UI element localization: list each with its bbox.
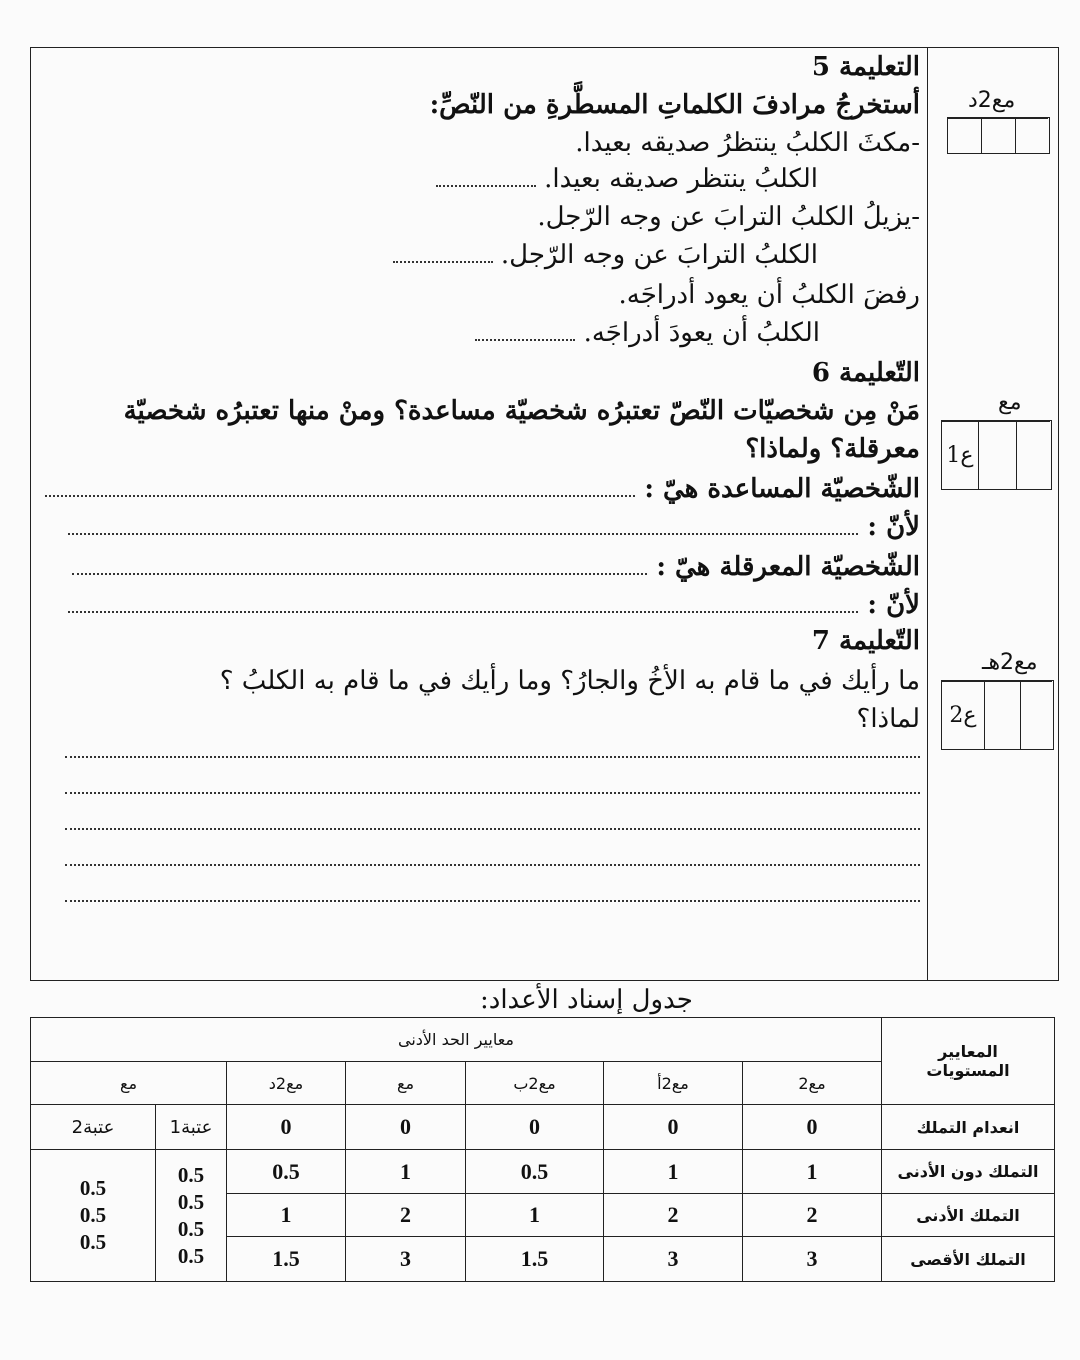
q7-answer-line[interactable] (65, 792, 920, 794)
grade-cell: 0 (466, 1105, 604, 1150)
q5-answer-3-text: الكلبُ أن يعودَ أدراجَه. (583, 318, 820, 348)
score-cell[interactable] (1020, 681, 1053, 749)
grade-cell: 2 (743, 1194, 882, 1237)
criterion-1-label: مع2د (968, 88, 1016, 113)
grade-cell: 0 (604, 1105, 743, 1150)
q6-because-2-label: لأنّ : (867, 590, 920, 620)
threshold-value: 0.5 (177, 1216, 205, 1241)
grade-cell: 0 (743, 1105, 882, 1150)
q5-answer-1-text: الكلبُ ينتظر صديقه بعيدا. (544, 164, 818, 194)
threshold-value: 0.5 (177, 1243, 205, 1268)
q6-obstacle-blank[interactable] (72, 555, 647, 575)
q6-helper-label: الشّخصيّة المساعدة هيّ : (644, 474, 920, 504)
q7-answer-line[interactable] (65, 864, 920, 866)
q6-because-line-1[interactable] (68, 510, 920, 544)
grade-cell: 2 (346, 1194, 466, 1237)
q7-title: التّعليمة 7 (811, 626, 920, 656)
q7-answer-line[interactable] (65, 828, 920, 830)
score-cell[interactable] (1016, 421, 1051, 489)
q6-because-1-label: لأنّ : (867, 512, 920, 542)
group-header: معايير الحد الأدنى (31, 1018, 882, 1062)
criteria-header: المعايير (938, 1042, 998, 1061)
grade-cell: 3 (346, 1237, 466, 1282)
col-header: مع (31, 1062, 227, 1105)
col-header: مع2أ (604, 1062, 743, 1105)
q6-obstacle-label: الشّخصيّة المعرقلة هيّ : (656, 552, 920, 582)
criterion-3-label: مع2هـ (982, 650, 1038, 675)
q5-sentence-3: رفضَ الكلبُ أن يعود أدراجَه. (618, 280, 920, 310)
threshold-value: 0.5 (79, 1176, 107, 1200)
grade-cell: 0.5 (227, 1150, 346, 1194)
q5-answer-line-3[interactable] (475, 316, 820, 350)
q5-answer-1-blank[interactable] (436, 167, 536, 187)
criterion-3-score-boxes (941, 680, 1054, 750)
criterion-1-score-boxes (947, 117, 1050, 154)
col-header: مع2ب (466, 1062, 604, 1105)
q7-prompt-line-2: لماذا؟ (856, 704, 920, 734)
grade-cell: 0 (346, 1105, 466, 1150)
level-label: التملك الأقصى (882, 1237, 1055, 1282)
q5-sentence-2: -يزيلُ الكلبُ الترابَ عن وجه الرّجل. (537, 202, 920, 232)
grade-cell: 1.5 (466, 1237, 604, 1282)
threshold-value: 0.5 (177, 1189, 205, 1214)
level-label: التملك الأدنى (882, 1194, 1055, 1237)
q5-answer-2-blank[interactable] (393, 243, 493, 263)
q5-answer-2-text: الكلبُ الترابَ عن وجه الرّجل. (500, 240, 818, 270)
q5-sentence-1: -مكثَ الكلبُ ينتظرُ صديقه بعيدا. (575, 128, 920, 158)
grades-table (30, 1017, 1055, 1282)
threshold-value: 0.5 (177, 1162, 205, 1187)
grade-cell: 0 (227, 1105, 346, 1150)
grade-cell: 0.5 (466, 1150, 604, 1194)
grade-cell: 1 (346, 1150, 466, 1194)
score-cell[interactable] (984, 681, 1020, 749)
q6-prompt-line-2: معرقلة؟ ولماذا؟ (745, 434, 920, 464)
criterion-2-score-boxes (941, 420, 1052, 490)
levels-header: المستويات (926, 1061, 1010, 1080)
q6-prompt-line-1: مَنْ مِن شخصيّات النّصّ تعتبرُه شخصيّة مساعدة؟ ومنْ منها تعتبرُه شخصيّة (123, 396, 920, 426)
q5-answer-3-blank[interactable] (475, 321, 575, 341)
grade-cell: 1 (604, 1150, 743, 1194)
threshold-1-header: عتبة1 (156, 1105, 227, 1150)
col-header: مع2د (227, 1062, 346, 1105)
q5-answer-line-2[interactable] (393, 238, 818, 272)
score-cell[interactable] (978, 421, 1016, 489)
q5-title: التعليمة 5 (811, 52, 920, 82)
q6-helper-line[interactable] (45, 472, 920, 506)
q7-prompt-line-1: ما رأيك في ما قام به الأخُ والجارُ؟ وما رأيك في ما قام به الكلبُ ؟ (219, 666, 920, 696)
criterion-2-code: ع1 (946, 442, 974, 468)
grade-cell: 1.5 (227, 1237, 346, 1282)
grades-table-title: جدول إسناد الأعداد: (480, 985, 693, 1015)
score-cell[interactable] (1015, 118, 1049, 153)
col-header: مع2 (743, 1062, 882, 1105)
criteria-column-divider (927, 47, 928, 981)
threshold-2-header: عتبة2 (31, 1105, 156, 1150)
threshold-value: 0.5 (79, 1203, 107, 1227)
grade-cell: 1 (227, 1194, 346, 1237)
q6-obstacle-line[interactable] (72, 550, 920, 584)
grade-cell: 1 (743, 1150, 882, 1194)
q6-because-1-blank[interactable] (68, 515, 858, 535)
col-header: مع (346, 1062, 466, 1105)
threshold-value: 0.5 (79, 1230, 107, 1254)
score-cell[interactable] (981, 118, 1014, 153)
criterion-2-label: مع (998, 390, 1022, 415)
grade-cell: 1 (466, 1194, 604, 1237)
threshold-2-values (31, 1150, 156, 1282)
score-cell[interactable] (948, 118, 981, 153)
level-label: انعدام التملك (882, 1105, 1055, 1150)
grade-cell: 2 (604, 1194, 743, 1237)
grade-cell: 3 (604, 1237, 743, 1282)
q6-because-line-2[interactable] (68, 588, 920, 622)
corner-header (882, 1018, 1055, 1105)
q6-because-2-blank[interactable] (68, 593, 858, 613)
q5-answer-line-1[interactable] (436, 162, 818, 196)
level-label: التملك دون الأدنى (882, 1150, 1055, 1194)
q5-prompt: أستخرجُ مرادفَ الكلماتِ المسطَّرةِ من النّصِّ: (429, 90, 920, 120)
threshold-1-values (156, 1150, 227, 1282)
q7-answer-line[interactable] (65, 900, 920, 902)
criterion-3-code: ع2 (949, 702, 977, 728)
q6-helper-blank[interactable] (45, 477, 635, 497)
q7-answer-line[interactable] (65, 756, 920, 758)
grade-cell: 3 (743, 1237, 882, 1282)
q6-title: التّعليمة 6 (811, 358, 920, 388)
